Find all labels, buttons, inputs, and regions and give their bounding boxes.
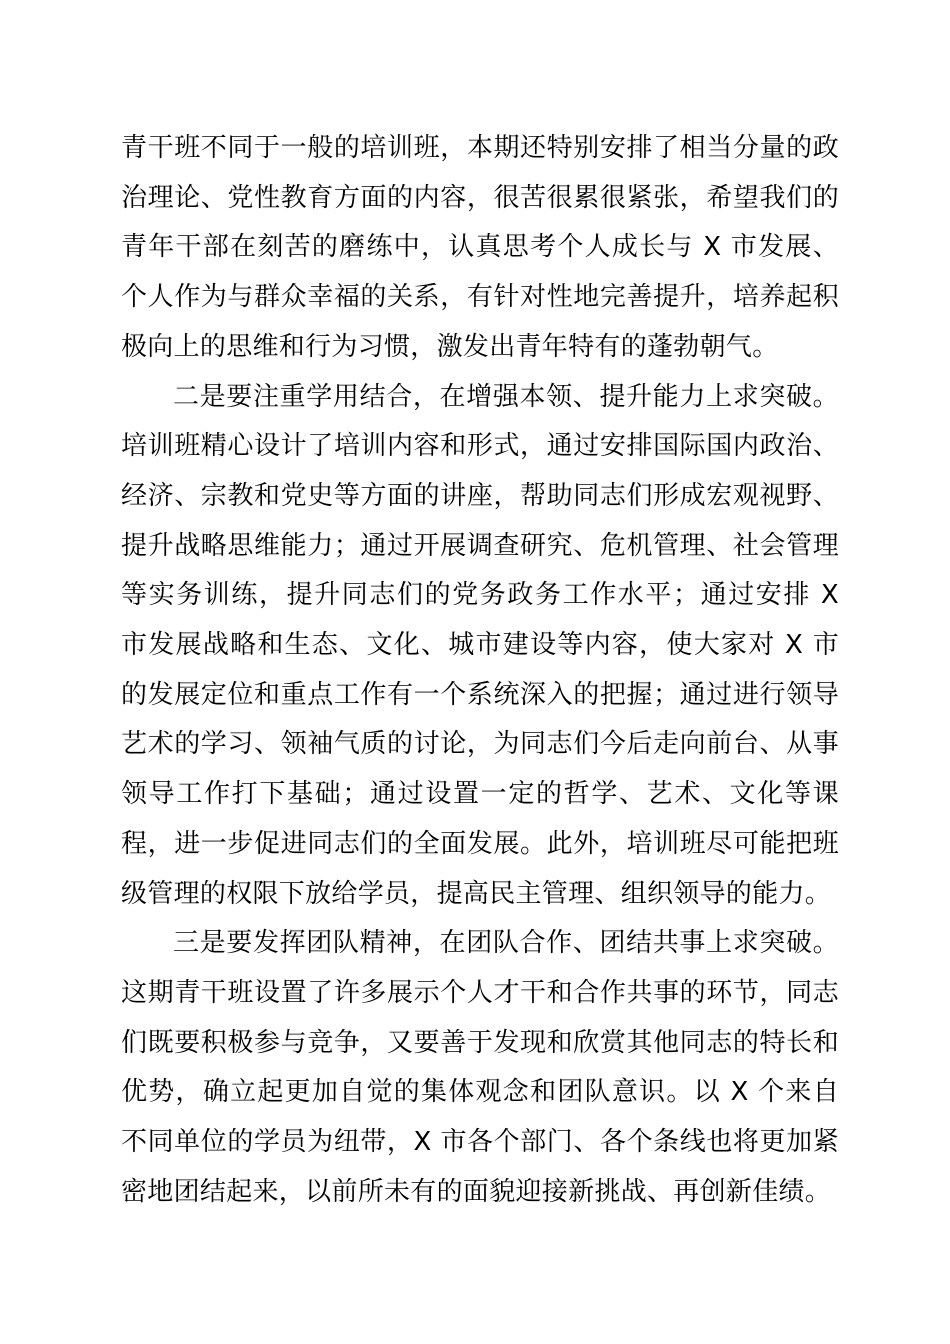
document-body: [121, 124, 839, 1217]
paragraph-continuation: 青干班不同于一般的培训班，本期还特别安排了相当分量的政治理论、党性教育方面的内容，很苦很累很紧张，希望我们的青年干部在刻苦的磨练中，认真思考个人成长与 X 市发展、个人作为与群众幸福的关系，有针对性地完善提升，培养起积极向上的思维和行为习惯，激发出青年特有的蓬勃朝气。: [121, 133, 839, 362]
paragraph-point-two: 二是要注重学用结合，在增强本领、提升能力上求突破。培训班精心设计了培训内容和形式，通过安排国际国内政治、经济、宗教和党史等方面的讲座，帮助同志们形成宏观视野、提升战略思维能力；通过开展调查研究、危机管理、社会管理等实务训练，提升同志们的党务政务工作水平；通过安排 X 市发展战略和生态、文化、城市建设等内容，使大家对 X 市的发展定位和重点工作有一个系统深入的把握；通过进行领导艺术的学习、领袖气质的讨论，为同志们今后走向前台、从事领导工作打下基础；通过设置一定的哲学、艺术、文化等课程，进一步促进同志们的全面发展。此外，培训班尽可能把班级管理的权限下放给学员，提高民主管理、组织领导的能力。: [121, 381, 839, 909]
paragraph-point-three: 三是要发挥团队精神，在团队合作、团结共事上求突破。这期青干班设置了许多展示个人才干和合作共事的环节，同志们既要积极参与竞争，又要善于发现和欣赏其他同志的特长和优势，确立起更加自觉的集体观念和团队意识。以 X 个来自不同单位的学员为纽带，X 市各个部门、各个条线也将更加紧密地团结起来，以前所未有的面貌迎接新挑战、再创新佳绩。: [121, 928, 839, 1207]
